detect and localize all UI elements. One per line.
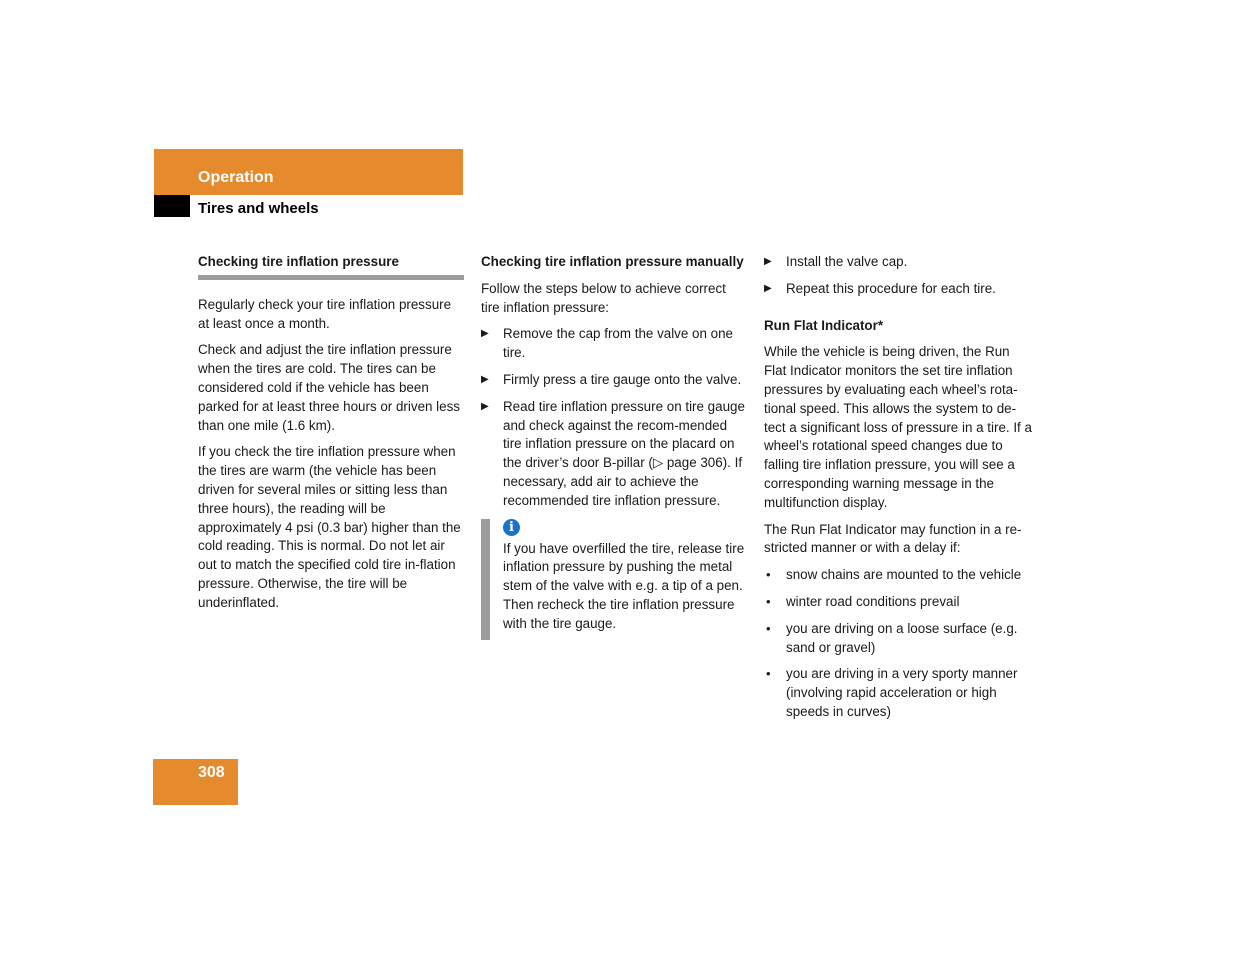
subsection-marker: [154, 195, 190, 217]
step-item: [764, 280, 1034, 299]
page-number: 308: [198, 764, 225, 781]
bullet-dot-icon: •: [766, 666, 771, 682]
paragraph: The Run Flat Indicator may function in a re-stricted manner or with a delay if:: [764, 521, 1022, 556]
step-item: [481, 398, 747, 511]
step-text: Remove the cap from the valve on one tire.: [503, 326, 734, 361]
arrow-bullet-icon: ▶: [481, 400, 489, 412]
bullet-dot-icon: •: [766, 593, 771, 609]
heading-run-flat-indicator: Run Flat Indicator*: [764, 317, 884, 333]
step-item: [764, 253, 1034, 272]
page-number-tab: [153, 759, 238, 805]
column-2: [481, 253, 747, 634]
step-item: [481, 325, 747, 363]
arrow-bullet-icon: ▶: [764, 282, 772, 294]
step-text: Repeat this procedure for each tire.: [786, 280, 996, 296]
step-text: Read tire inflation pressure on tire gauge and check against the recom-mended tire inflation pressure on the placard on the driver’s door B-pillar (▷ page 306). If necessary, add air to achieve the recommended tire inflation pressure.: [503, 398, 745, 508]
arrow-bullet-icon: ▶: [764, 256, 772, 267]
step-item: [481, 371, 747, 390]
heading-manual-check: Checking tire inflation pressure manually: [481, 254, 744, 269]
list-item: [764, 566, 1034, 585]
info-icon: i: [503, 519, 520, 536]
paragraph: Regularly check your tire inflation pressure at least once a month.: [198, 296, 452, 331]
arrow-bullet-icon: ▶: [481, 373, 489, 385]
list-item: [764, 665, 1034, 721]
step-text: Firmly press a tire gauge onto the valve.: [503, 371, 742, 387]
list-item-text: winter road conditions prevail: [786, 593, 960, 609]
section-title: Operation: [198, 169, 274, 186]
paragraph: If you check the tire inflation pressure when the tires are warm (the vehicle has been driven for several miles or sitting less than three hours), the reading will be approximately 4 psi (0.3 bar) higher than the cold reading. This is normal. Do not let air out to match the specified cold tire in-flation pressure. Otherwise, the tire will be underinflated.: [198, 444, 461, 610]
list-item: [764, 593, 1034, 612]
paragraph: Follow the steps below to achieve correct tire inflation pressure:: [481, 280, 726, 315]
bullet-dot-icon: •: [766, 620, 771, 636]
subsection-title: Tires and wheels: [198, 200, 319, 217]
info-note: [481, 519, 747, 634]
paragraph: Check and adjust the tire inflation pressure when the tires are cold. The tires can be considered cold if the vehicle has been parked for at least three hours or driven less than one mile (1.6 km).: [198, 342, 460, 433]
paragraph: While the vehicle is being driven, the Run Flat Indicator monitors the set tire inflation pressures by evaluating each wheel’s rota-tional speed. This allows the system to de-tect a significant loss of pressure in a tire. If a wheel’s rotational speed changes due to falling tire inflation pressure, you will see a corresponding warning message in the multifunction display.: [764, 344, 1032, 510]
column-1: [198, 253, 464, 621]
list-item-text: snow chains are mounted to the vehicle: [786, 567, 1022, 583]
list-item: [764, 620, 1034, 658]
arrow-bullet-icon: ▶: [481, 328, 489, 340]
list-item-text: you are driving on a loose surface (e.g. sand or gravel): [786, 620, 1018, 655]
heading-checking-pressure: Checking tire inflation pressure: [198, 254, 399, 269]
heading-rule: [198, 275, 464, 280]
column-3: [764, 253, 1034, 730]
list-item-text: you are driving in a very sporty manner (involving rapid acceleration or high speeds in curves): [786, 666, 1018, 719]
bullet-dot-icon: •: [766, 567, 771, 583]
info-bar: [481, 519, 490, 640]
info-text: If you have overfilled the tire, release tire inflation pressure by pushing the metal stem of the valve with e.g. a tip of a pen. Then recheck the tire inflation pressure with the tire gauge.: [503, 540, 745, 631]
step-text: Install the valve cap.: [786, 254, 908, 269]
